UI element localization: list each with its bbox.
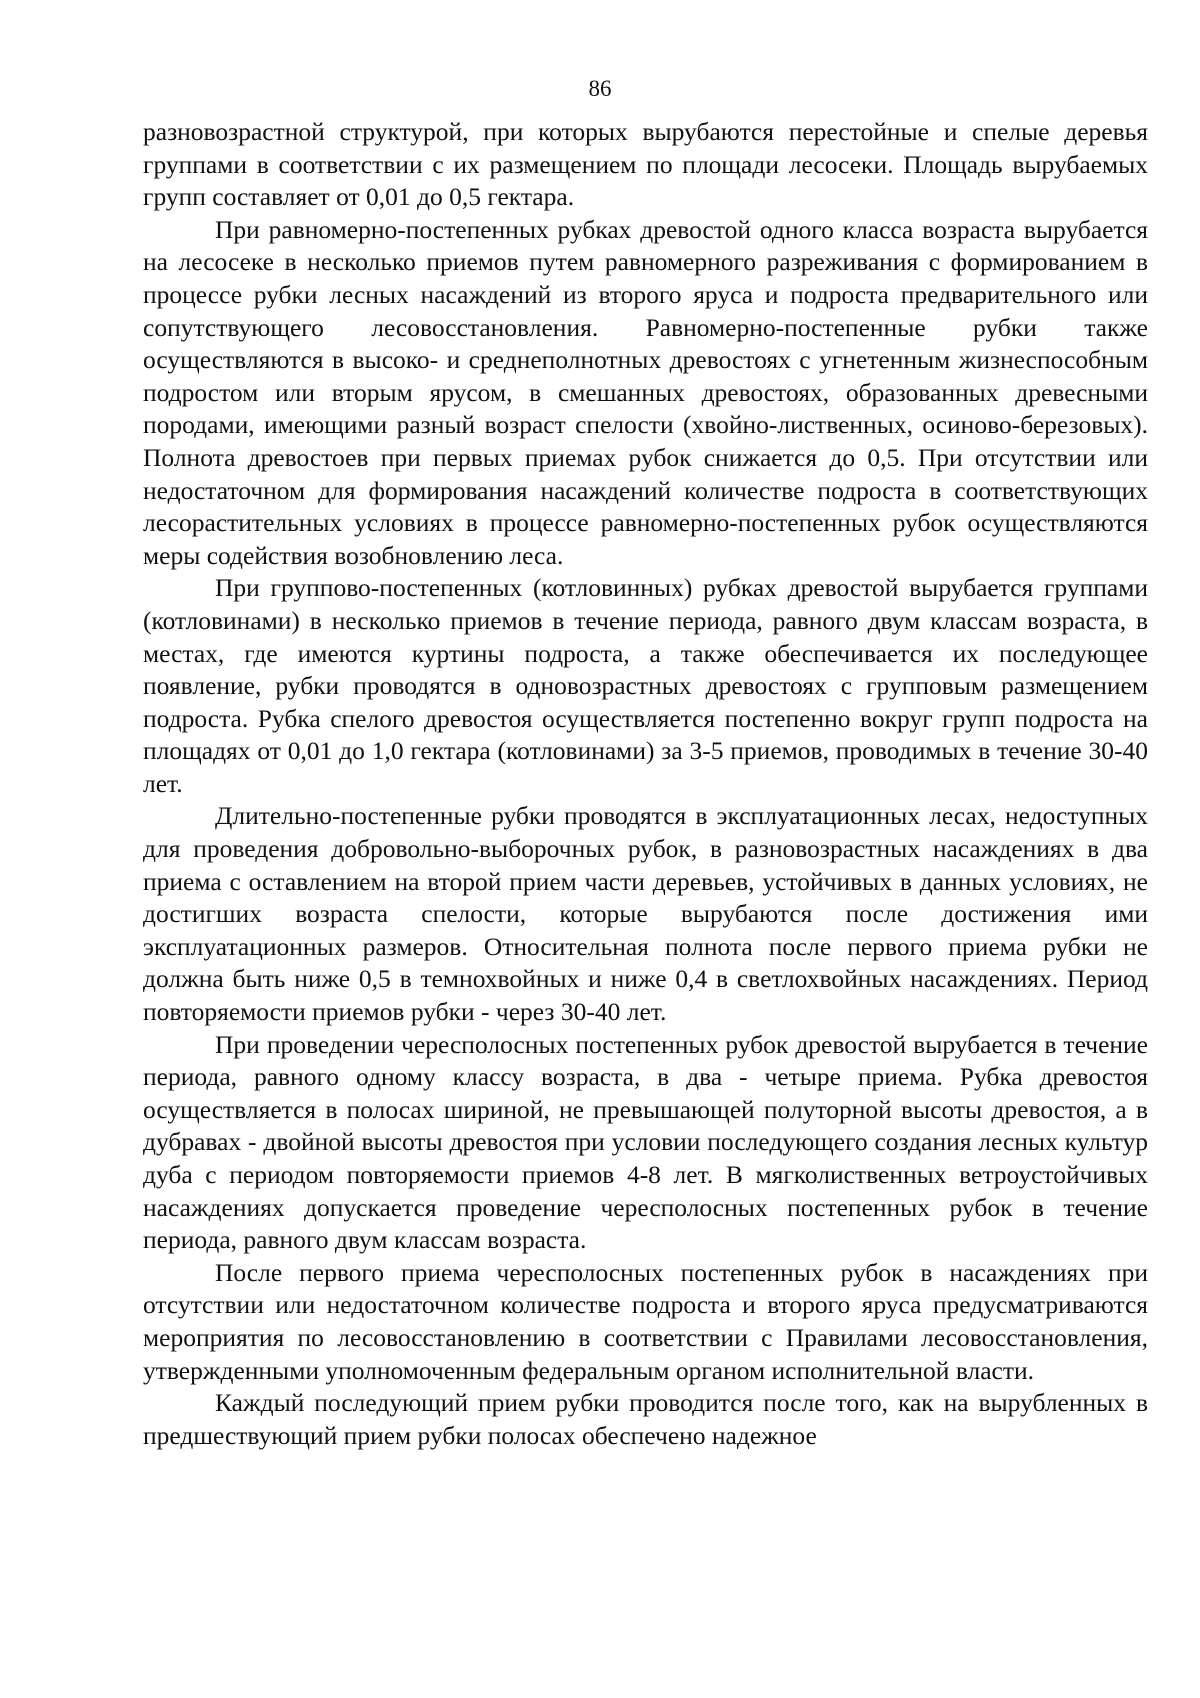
- paragraph-4: Длительно-постепенные рубки проводятся в эксплуатационных лесах, недоступных для проведения добровольно-выборочных рубок, в разновозрастных насаждениях в два приема с оставлением на второй прием части деревьев, устойчивых в данных условиях, не достигших возраста спелости, которые вырубаются после достижения ими эксплуатационных размеров. Относительная полнота после первого приема рубки не должна быть ниже 0,5 в темнохвойных и ниже 0,4 в светлохвойных насаждениях. Период повторяемости приемов рубки - через 30-40 лет.: [143, 801, 1148, 1027]
- page-number: 86: [588, 76, 612, 101]
- paragraph-1: разновозрастной структурой, при которых вырубаются перестойные и спелые деревья группами в соответствии с их размещением по площади лесосеки. Площадь вырубаемых групп составляет от 0,01 до 0,5 гектара.: [143, 117, 1148, 212]
- body-text: [143, 116, 1148, 1452]
- paragraph-2: При равномерно-постепенных рубках древостой одного класса возраста вырубается на лесосеке в несколько приемов путем равномерного разреживания с формированием в процессе рубки лесных насаждений из второго яруса и подроста предварительного или сопутствующего лесовосстановления. Равномерно-постепенные рубки также осуществляются в высоко- и среднеполнотных древостоях с угнетенным жизнеспособным подростом или вторым ярусом, в смешанных древостоях, образованных древесными породами, имеющими разный возраст спелости (хвойно-лиственных, осиново-березовых). Полнота древостоев при первых приемах рубок снижается до 0,5. При отсутствии или недостаточном для формирования насаждений количестве подроста в соответствующих лесорастительных условиях в процессе равномерно-постепенных рубок осуществляются меры содействия возобновлению леса.: [143, 214, 1148, 570]
- paragraph-5: При проведении чересполосных постепенных рубок древостой вырубается в течение периода, равного одному классу возраста, в два - четыре приема. Рубка древостоя осуществляется в полосах шириной, не превышающей полуторной высоты древостоя, а в дубравах - двойной высоты древостоя при условии последующего создания лесных культур дуба с периодом повторяемости приемов 4-8 лет. В мягколиственных ветроустойчивых насаждениях допускается проведение чересполосных постепенных рубок в течение периода, равного двум классам возраста.: [143, 1029, 1148, 1255]
- paragraph-6: После первого приема чересполосных постепенных рубок в насаждениях при отсутствии или недостаточном количестве подроста и второго яруса предусматриваются мероприятия по лесовосстановлению в соответствии с Правилами лесовосстановления, утвержденными уполномоченным федеральным органом исполнительной власти.: [143, 1257, 1148, 1385]
- paragraph-7: Каждый последующий прием рубки проводится после того, как на вырубленных в предшествующий прием рубки полосах обеспечено надежное: [143, 1388, 1148, 1450]
- paragraph-3: При группово-постепенных (котловинных) рубках древостой вырубается группами (котловинами) в несколько приемов в течение периода, равного двум классам возраста, в местах, где имеются куртины подроста, а также обеспечивается их последующее появление, рубки проводятся в одновозрастных древостоях с групповым размещением подроста. Рубка спелого древостоя осуществляется постепенно вокруг групп подроста на площадях от 0,01 до 1,0 гектара (котловинами) за 3-5 приемов, проводимых в течение 30-40 лет.: [143, 573, 1148, 798]
